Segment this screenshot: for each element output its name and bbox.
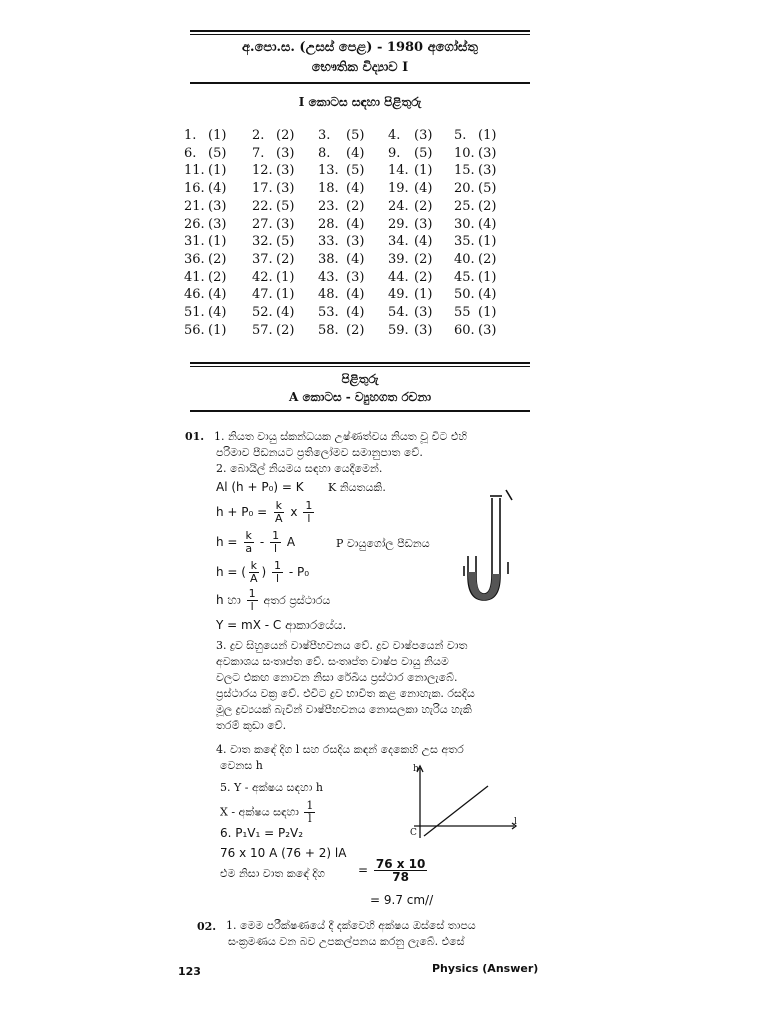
part2-subtitle: A කොටස - ව්‍යුහගත රචනා	[288, 390, 432, 404]
answer-choice: (1)	[276, 270, 295, 285]
answer-choice: (1)	[478, 270, 497, 285]
eq4-lhs: h = (	[216, 565, 246, 579]
q01-p3-line-2: අවකාශය සංතෘප්ත වේ. සංතෘප්ත වාෂ්ප වායු නියම	[216, 655, 449, 668]
answer-choice: (3)	[208, 217, 227, 232]
p6c-eq: =	[358, 863, 369, 877]
answer-number: 23.	[318, 199, 339, 214]
answer-choice: (1)	[208, 323, 227, 338]
answer-number: 45.	[454, 270, 475, 285]
q01-p4b: වෙනස h	[220, 759, 263, 772]
answer-number: 52.	[252, 305, 273, 320]
eq2-den2: l	[307, 512, 311, 525]
answer-number: 16.	[184, 181, 205, 196]
answer-number: 46.	[184, 287, 205, 302]
part2-top-rule	[190, 362, 530, 364]
eq4-den: A	[249, 572, 258, 585]
part2-bottom-rule	[190, 410, 530, 412]
answer-choice: (1)	[208, 128, 227, 143]
answer-choice: (2)	[346, 323, 365, 338]
eq4-frac-1	[248, 560, 260, 585]
p6c-frac	[374, 858, 428, 883]
answer-number: 35.	[454, 234, 475, 249]
answer-number: 29.	[388, 217, 409, 232]
q01-p3-line-5: මූල ද්‍රව්‍යයක් බැවින් වාෂ්පීභවනය නොසලකා හැරිය හැකි	[216, 703, 472, 716]
answer-number: 50.	[454, 287, 475, 302]
answer-choice: (1)	[208, 234, 227, 249]
answer-choice: (3)	[346, 234, 365, 249]
answer-choice: (1)	[478, 234, 497, 249]
answer-number: 31.	[184, 234, 205, 249]
answer-choice: (2)	[346, 199, 365, 214]
eq3-den: a	[245, 542, 253, 555]
answer-number: 54.	[388, 305, 409, 320]
part1-title: I කොටස සඳහා පිළිතුරු	[298, 95, 422, 109]
answer-number: 39.	[388, 252, 409, 267]
answer-number: 9.	[388, 146, 401, 161]
answer-choice: (5)	[276, 199, 295, 214]
part2-title: පිළිතුරු	[341, 372, 379, 386]
answer-choice: (5)	[346, 163, 365, 178]
eq2-num: k	[275, 499, 282, 512]
eq4-frac-2	[272, 560, 283, 585]
answer-number: 41.	[184, 270, 205, 285]
part2-top-rule-2	[190, 366, 530, 367]
eq2-lhs: h + P₀ =	[216, 505, 268, 519]
graph-h-label: h	[413, 764, 419, 774]
header-line-2: භෞතික විද්‍යාව I	[311, 60, 409, 75]
answer-choice: (3)	[276, 217, 295, 232]
answer-choice: (2)	[414, 270, 433, 285]
answer-number: 1.	[184, 128, 197, 143]
answer-number: 13.	[318, 163, 339, 178]
eq5-num: 1	[248, 587, 256, 600]
p6c-num: 76 x 10	[375, 857, 426, 871]
q01-eq4	[216, 560, 309, 585]
eq3-end: A	[286, 535, 296, 549]
eq5-post: අතර ප්‍රස්ථාරය	[263, 594, 331, 607]
footer-label: Physics (Answer)	[432, 962, 539, 975]
eq3-lhs: h =	[216, 535, 238, 549]
question-number-02: 02.	[197, 920, 217, 933]
q01-p6d: = 9.7 cm//	[370, 893, 434, 907]
answer-choice: (1)	[208, 163, 227, 178]
answer-choice: (5)	[478, 181, 497, 196]
answer-number: 30.	[454, 217, 475, 232]
q01-eq1-note: K නියතයකි.	[328, 481, 386, 494]
answer-choice: (3)	[346, 270, 365, 285]
answer-choice: (1)	[414, 163, 433, 178]
answer-choice: (2)	[414, 252, 433, 267]
answer-number: 21.	[184, 199, 205, 214]
answer-choice: (4)	[208, 305, 227, 320]
answer-number: 59.	[388, 323, 409, 338]
answer-choice: (3)	[276, 163, 295, 178]
answer-number: 43.	[318, 270, 339, 285]
q01-p1a: 1. නියත වායු ස්කන්ධයක උෂ්ණත්වය නියත වූ විට එහි	[214, 430, 467, 443]
answer-choice: (4)	[208, 287, 227, 302]
graph-c-label: C	[410, 828, 417, 838]
q01-p5a: 5. Y - අක්ෂය සඳහා h	[220, 781, 323, 794]
answer-number: 27.	[252, 217, 273, 232]
answer-number: 51.	[184, 305, 205, 320]
answer-choice: (2)	[276, 252, 295, 267]
q01-p3-line-3: වලට එකඟ නොවන නිසා රේඛීය ප්‍රස්ථාර නොලැබේ.	[216, 671, 458, 684]
q01-p5b	[220, 800, 317, 825]
answer-choice: (3)	[414, 323, 433, 338]
answer-choice: (4)	[346, 181, 365, 196]
answer-number: 48.	[318, 287, 339, 302]
answer-number: 2.	[252, 128, 265, 143]
q01-eq5	[216, 588, 330, 613]
answer-choice: (3)	[414, 128, 433, 143]
answer-number: 57.	[252, 323, 273, 338]
eq2-frac-1	[273, 500, 285, 525]
p6c-den: 78	[392, 870, 409, 884]
q01-p3-line-6: තරම් කුඩා වේ.	[216, 719, 287, 732]
answer-number: 56.	[184, 323, 205, 338]
header-top-rule	[190, 30, 530, 32]
eq4-den2: l	[276, 572, 280, 585]
eq5-frac	[247, 588, 258, 613]
eq3-mid: -	[259, 535, 265, 549]
answer-choice: (4)	[346, 305, 365, 320]
answer-choice: (4)	[346, 146, 365, 161]
answer-choice: (4)	[208, 181, 227, 196]
q02-line-1: 1. මෙම පරීක්ෂණයේ දී දක්වෙහි අක්ෂය ඔස්සේ තාපය	[226, 919, 476, 932]
answer-choice: (1)	[276, 287, 295, 302]
answer-number: 5.	[454, 128, 467, 143]
h-vs-inverse-l-graph	[408, 762, 520, 848]
answer-number: 42.	[252, 270, 273, 285]
eq4-num: k	[250, 559, 257, 572]
answer-number: 19.	[388, 181, 409, 196]
eq4-mid: )	[261, 565, 267, 579]
answer-number: 25.	[454, 199, 475, 214]
answer-number: 12.	[252, 163, 273, 178]
answer-choice: (4)	[414, 181, 433, 196]
eq2-mid: x	[290, 505, 298, 519]
eq3-den2: l	[274, 542, 278, 555]
q01-p2: 2. බොයිල් නියමය සඳහා යෙදීමෙන්.	[216, 462, 383, 475]
answer-choice: (5)	[346, 128, 365, 143]
eq2-frac-2	[303, 500, 314, 525]
answer-number: 22.	[252, 199, 273, 214]
header-top-rule-2	[190, 34, 530, 35]
answer-choice: (3)	[414, 217, 433, 232]
q02-line-2: සංක්‍රමණය වන බව උපකල්පනය කරනු ලැබේ. එසේ	[228, 935, 465, 948]
answer-choice: (3)	[478, 146, 497, 161]
answer-choice: (3)	[208, 199, 227, 214]
answer-choice: (4)	[346, 252, 365, 267]
answer-number: 36.	[184, 252, 205, 267]
answer-number: 49.	[388, 287, 409, 302]
answer-number: 15.	[454, 163, 475, 178]
answer-number: 58.	[318, 323, 339, 338]
answer-number: 24.	[388, 199, 409, 214]
answer-number: 14.	[388, 163, 409, 178]
answer-choice: (4)	[346, 287, 365, 302]
answer-number: 11.	[184, 163, 205, 178]
q01-p3-line-4: ප්‍රස්ථාරය වක්‍ර වේ. එවිට ද්‍රව භාවිත කළ නොහැක. රසදිය	[216, 687, 475, 700]
p5b-frac	[304, 800, 315, 825]
eq4-end: - P₀	[288, 565, 310, 579]
eq3-num2: 1	[272, 529, 280, 542]
header-line-1: අ.පො.ස. (උසස් පෙළ) - 1980 අගෝස්තු	[242, 40, 478, 55]
answer-choice: (3)	[276, 146, 295, 161]
answer-choice: (4)	[346, 217, 365, 232]
answer-number: 32.	[252, 234, 273, 249]
answer-number: 34.	[388, 234, 409, 249]
q01-p4a: 4. වාත කඳේ දිග l සහ රසදිය කඳන් දෙකෙහි උස අතර	[216, 743, 464, 756]
q01-eq1: Al (h + P₀) = K	[216, 480, 304, 494]
answer-number: 26.	[184, 217, 205, 232]
answer-choice: (2)	[208, 252, 227, 267]
answer-choice: (3)	[478, 163, 497, 178]
eq5-den: l	[250, 600, 254, 613]
answer-choice: (1)	[414, 287, 433, 302]
answer-choice: (3)	[478, 323, 497, 338]
answer-number: 17.	[252, 181, 273, 196]
q01-p6c: එම නිසා වාත කඳේ දිග	[220, 867, 326, 880]
header-bottom-rule	[190, 82, 530, 84]
answer-choice: (4)	[276, 305, 295, 320]
answer-number: 10.	[454, 146, 475, 161]
answer-number: 60.	[454, 323, 475, 338]
question-number-01: 01.	[185, 430, 205, 443]
q01-p3-line-1: 3. ද්‍රව සිහුයෙන් වාෂ්පීභවනය වේ. ද්‍රව වාෂ්පයෙන් වාත	[216, 639, 468, 652]
answer-choice: (5)	[208, 146, 227, 161]
answer-number: 20.	[454, 181, 475, 196]
answer-number: 55	[454, 305, 471, 320]
answer-choice: (2)	[478, 252, 497, 267]
eq2-num2: 1	[305, 499, 313, 512]
p5b-pre: X - අක්ෂය සඳහා	[220, 805, 299, 819]
answer-choice: (4)	[478, 217, 497, 232]
answer-choice: (3)	[414, 305, 433, 320]
answer-choice: (4)	[414, 234, 433, 249]
eq3-num: k	[245, 529, 252, 542]
q01-eq6: Y = mX - C ආකාරයේය.	[216, 618, 347, 632]
q01-p6b: 76 x 10 A (76 + 2) lA	[220, 846, 347, 860]
answer-choice: (1)	[478, 305, 497, 320]
eq3-frac-2	[270, 530, 281, 555]
answer-choice: (2)	[414, 199, 433, 214]
eq3-frac-1	[243, 530, 254, 555]
answer-choice: (3)	[276, 181, 295, 196]
answer-number: 37.	[252, 252, 273, 267]
answer-number: 53.	[318, 305, 339, 320]
answer-number: 44.	[388, 270, 409, 285]
q01-eq2	[216, 500, 316, 525]
q01-p6: 6. P₁V₁ = P₂V₂	[220, 826, 304, 840]
answer-number: 38.	[318, 252, 339, 267]
answer-number: 33.	[318, 234, 339, 249]
q01-p6c-eq	[358, 858, 429, 883]
p5b-den: l	[308, 812, 312, 825]
answer-number: 4.	[388, 128, 401, 143]
u-tube-diagram	[462, 486, 520, 602]
q01-p1b: පරිමාව පීඩනයට ප්‍රතිලෝමව සමානුපාත වේ.	[216, 446, 423, 459]
answer-choice: (5)	[276, 234, 295, 249]
answer-number: 47.	[252, 287, 273, 302]
q01-eq3-note: P වායුගෝල පීඩනය	[336, 537, 430, 550]
answer-choice: (4)	[478, 287, 497, 302]
p5b-num: 1	[306, 799, 314, 812]
eq4-num2: 1	[274, 559, 282, 572]
page-number: 123	[178, 965, 201, 978]
answer-number: 18.	[318, 181, 339, 196]
answer-number: 6.	[184, 146, 197, 161]
answer-number: 28.	[318, 217, 339, 232]
q01-eq3	[216, 530, 295, 555]
answer-choice: (5)	[414, 146, 433, 161]
eq5-pre: h හා	[216, 593, 241, 607]
answer-choice: (1)	[478, 128, 497, 143]
eq2-den: A	[275, 512, 283, 525]
graph-l-label: l	[514, 817, 517, 827]
answer-choice: (2)	[276, 323, 295, 338]
answer-choice: (2)	[478, 199, 497, 214]
answer-number: 3.	[318, 128, 331, 143]
answer-choice: (2)	[276, 128, 295, 143]
answer-number: 7.	[252, 146, 265, 161]
answer-choice: (2)	[208, 270, 227, 285]
answer-number: 40.	[454, 252, 475, 267]
answer-number: 8.	[318, 146, 331, 161]
